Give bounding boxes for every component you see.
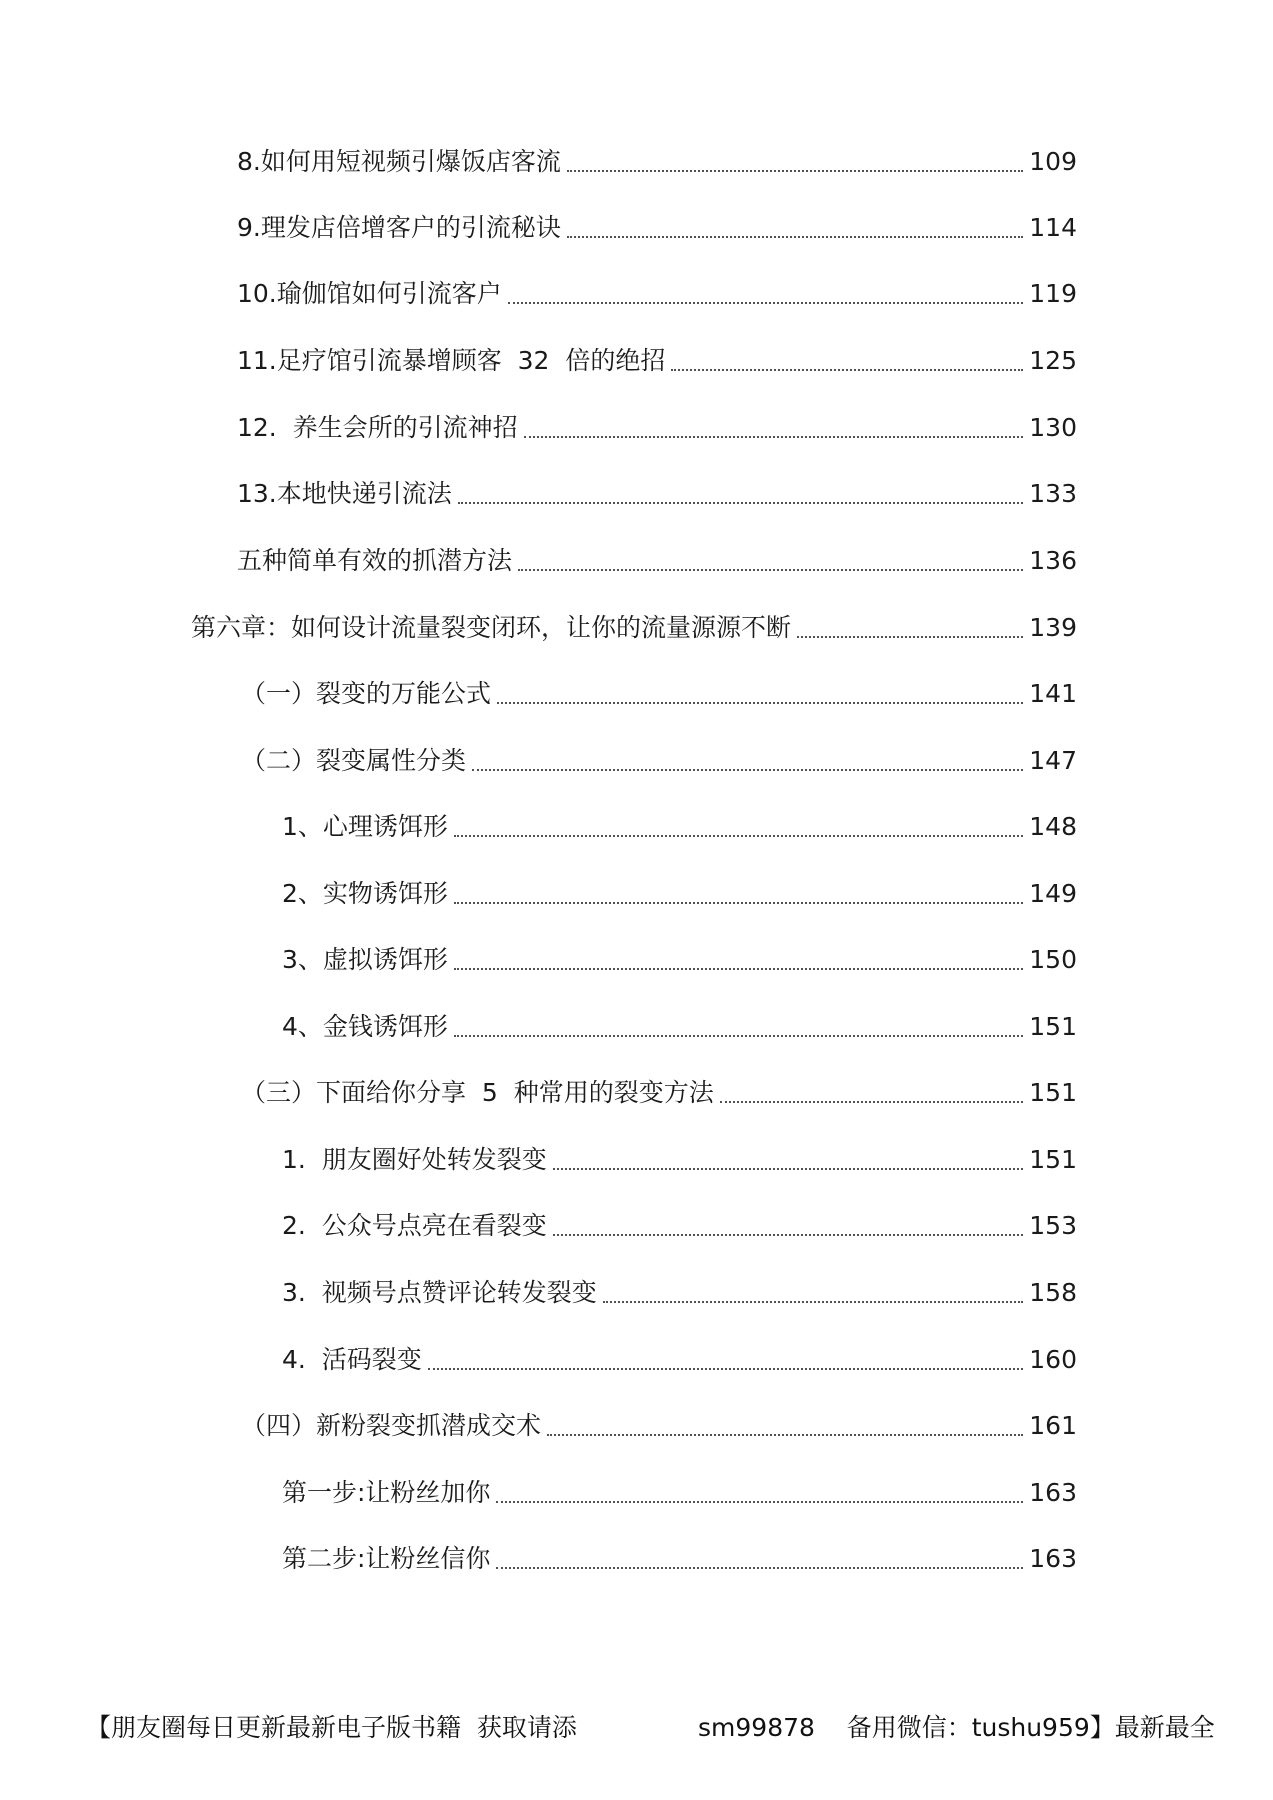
toc-section-entry xyxy=(241,1406,1077,1446)
dot-leader xyxy=(454,966,1023,970)
toc-entry-page: 163 xyxy=(1029,1544,1077,1573)
dot-leader xyxy=(567,234,1023,238)
dot-leader xyxy=(458,500,1024,504)
toc-entry xyxy=(237,341,1077,381)
toc-entry-title: 五种简单有效的抓潜方法 xyxy=(237,546,513,575)
toc-entry-page: 150 xyxy=(1029,945,1077,974)
dot-leader xyxy=(797,634,1023,638)
toc-entry-page: 125 xyxy=(1029,346,1077,375)
toc-entry-page: 151 xyxy=(1029,1012,1077,1041)
toc-entry-title: 12. 养生会所的引流神招 xyxy=(237,413,518,442)
toc-entry-page: 148 xyxy=(1029,812,1077,841)
toc-entry xyxy=(237,274,1077,314)
toc-entry-page: 136 xyxy=(1029,546,1077,575)
toc-entry-title: 3、虚拟诱饵形 xyxy=(282,945,448,974)
dot-leader xyxy=(472,767,1023,771)
dot-leader xyxy=(454,833,1023,837)
toc-entry-title: 2、实物诱饵形 xyxy=(282,879,448,908)
toc-entry-title: 11.足疗馆引流暴增顾客 32 倍的绝招 xyxy=(237,346,666,375)
toc-entry-page: 130 xyxy=(1029,413,1077,442)
toc-entry-page: 153 xyxy=(1029,1211,1077,1240)
toc-entry-page: 141 xyxy=(1029,679,1077,708)
toc-entry-page: 114 xyxy=(1029,213,1077,242)
toc-entry-page: 139 xyxy=(1029,613,1077,642)
dot-leader xyxy=(671,367,1023,371)
dot-leader xyxy=(518,567,1023,571)
dot-leader xyxy=(603,1299,1024,1303)
dot-leader xyxy=(496,1499,1023,1503)
toc-entry-page: 119 xyxy=(1029,279,1077,308)
toc-entry-title: 9.理发店倍增客户的引流秘诀 xyxy=(237,213,561,242)
toc-entry-page: 149 xyxy=(1029,879,1077,908)
toc-entry xyxy=(237,142,1077,182)
dot-leader xyxy=(524,434,1024,438)
dot-leader xyxy=(454,1033,1023,1037)
dot-leader xyxy=(428,1366,1024,1370)
toc-entry-page: 160 xyxy=(1029,1345,1077,1374)
footer-left-text: 【朋友圈每日更新最新电子版书籍 获取请添 xyxy=(86,1713,577,1742)
toc-entry-page: 151 xyxy=(1029,1145,1077,1174)
dot-leader xyxy=(508,300,1024,304)
toc-section-entry xyxy=(241,741,1077,781)
toc-entry-page: 158 xyxy=(1029,1278,1077,1307)
footer-right-text: sm99878 备用微信：tushu959】最新最全 xyxy=(698,1713,1215,1742)
toc-subsection-entry xyxy=(282,940,1077,980)
dot-leader xyxy=(496,1565,1023,1569)
toc-subsection-entry xyxy=(282,1340,1077,1380)
toc-entry xyxy=(237,474,1077,514)
dot-leader xyxy=(553,1166,1024,1170)
toc-entry-title: 第二步:让粉丝信你 xyxy=(282,1544,491,1573)
toc-subsection-entry xyxy=(282,874,1077,914)
toc-entry-page: 147 xyxy=(1029,746,1077,775)
toc-entry-title: 8.如何用短视频引爆饭店客流 xyxy=(237,147,561,176)
toc-subsection-entry xyxy=(282,807,1077,847)
dot-leader xyxy=(497,700,1023,704)
toc-subsection-entry xyxy=(282,1273,1077,1313)
toc-entry-title: 第一步:让粉丝加你 xyxy=(282,1478,491,1507)
toc-entry-title: 4. 活码裂变 xyxy=(282,1345,422,1374)
toc-entry-title: 2. 公众号点亮在看裂变 xyxy=(282,1211,547,1240)
dot-leader xyxy=(567,168,1023,172)
toc-subsection-entry xyxy=(282,1473,1077,1513)
toc-entry-title: 第六章：如何设计流量裂变闭环，让你的流量源源不断 xyxy=(191,613,792,642)
toc-entry-title: 1. 朋友圈好处转发裂变 xyxy=(282,1145,547,1174)
toc-entry-title: 3. 视频号点赞评论转发裂变 xyxy=(282,1278,597,1307)
toc-entry-page: 163 xyxy=(1029,1478,1077,1507)
dot-leader xyxy=(720,1099,1024,1103)
toc-subsection-entry xyxy=(282,1140,1077,1180)
toc-entry-title: （二）裂变属性分类 xyxy=(241,746,467,775)
toc-entry xyxy=(237,208,1077,248)
dot-leader xyxy=(454,900,1023,904)
toc-entry-title: （一）裂变的万能公式 xyxy=(241,679,492,708)
toc-entry-page: 161 xyxy=(1029,1411,1077,1440)
toc-subsection-entry xyxy=(282,1007,1077,1047)
toc-entry-page: 133 xyxy=(1029,479,1077,508)
promo-footer xyxy=(86,1706,1215,1750)
toc-entry-title: （四）新粉裂变抓潜成交术 xyxy=(241,1411,542,1440)
dot-leader xyxy=(553,1232,1024,1236)
toc-entry-page: 151 xyxy=(1029,1078,1077,1107)
toc-entry-page: 109 xyxy=(1029,147,1077,176)
toc-subsection-entry xyxy=(282,1539,1077,1579)
toc-entry-title: 1、心理诱饵形 xyxy=(282,812,448,841)
dot-leader xyxy=(547,1432,1023,1436)
toc-subsection-entry xyxy=(282,1206,1077,1246)
toc-entry-title: 13.本地快递引流法 xyxy=(237,479,452,508)
toc-entry-title: 4、金钱诱饵形 xyxy=(282,1012,448,1041)
toc-entry-title: （三）下面给你分享 5 种常用的裂变方法 xyxy=(241,1078,714,1107)
toc-entry xyxy=(237,408,1077,448)
toc-section-entry xyxy=(241,674,1077,714)
toc-chapter-entry xyxy=(191,608,1077,648)
toc-entry xyxy=(237,541,1077,581)
toc-entry-title: 10.瑜伽馆如何引流客户 xyxy=(237,279,502,308)
toc-section-entry xyxy=(241,1073,1077,1113)
